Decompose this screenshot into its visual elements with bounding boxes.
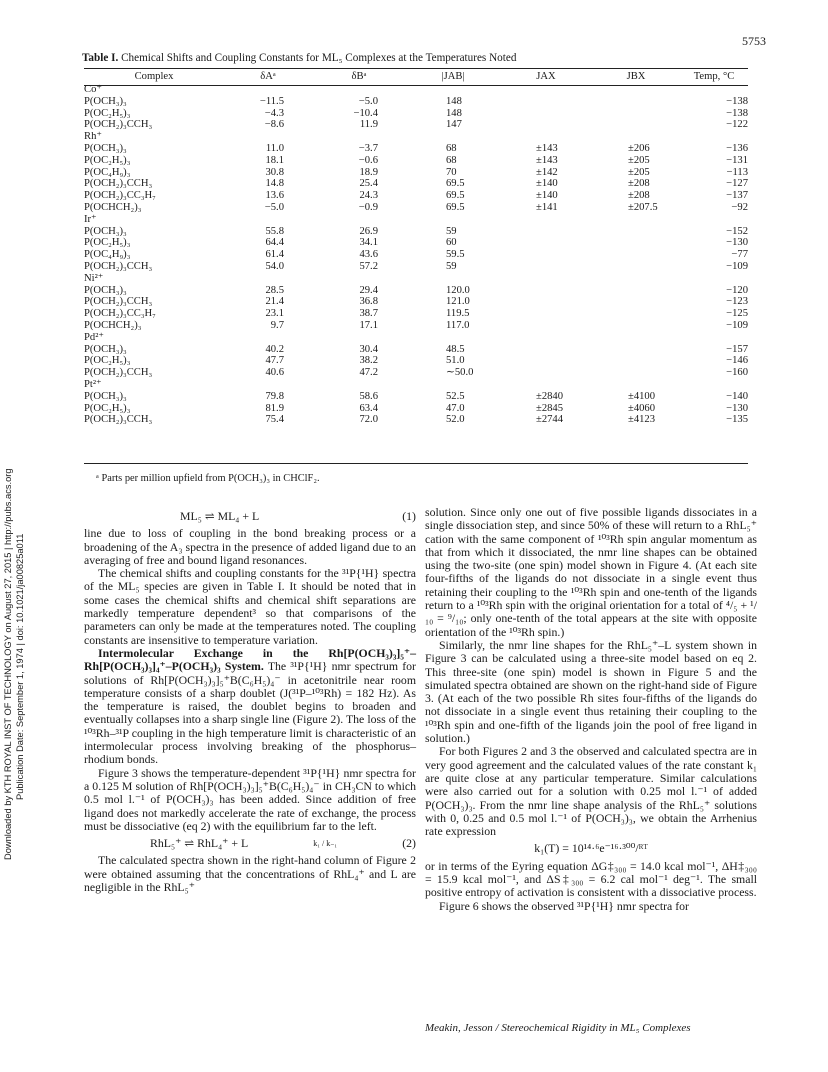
table-cell: 18.1 (265, 154, 284, 166)
table-row (84, 96, 748, 108)
table-cell: 14.8 (265, 178, 284, 190)
table-body (84, 84, 748, 426)
table-cell: −157 (726, 343, 748, 355)
table-cell: P(OC₂H₅)₃ (84, 402, 131, 414)
table-cell: ±140 (536, 190, 558, 202)
table-cell: −135 (726, 414, 748, 426)
table-cell: −127 (726, 178, 748, 190)
table-cell: ±208 (628, 178, 650, 190)
table-cell: ±4060 (628, 402, 656, 414)
table-row (84, 226, 748, 238)
table-cell: ±208 (628, 190, 650, 202)
metal-label: Ni²⁺ (84, 272, 104, 284)
table-cell: 9.7 (270, 319, 284, 331)
metal-group-row (84, 214, 748, 226)
table-cell: 40.2 (265, 343, 284, 355)
table-cell: 21.4 (265, 296, 284, 308)
left-paragraph-5: The calculated spectra shown in the right-hand column of Figure 2 were obtained assuming that the concentrations of RhL₄⁺ and L are negligible in the RhL₅⁺ (84, 853, 416, 895)
metal-label: Pd²⁺ (84, 331, 104, 343)
table-cell: ±143 (536, 154, 558, 166)
table-cell: P(OCH₂)₃CC₃H₇ (84, 190, 156, 202)
table-cell: −3.7 (358, 142, 378, 154)
table-cell: P(OCH₃)₃ (84, 343, 127, 355)
table-row (84, 344, 748, 356)
table-cell: 38.7 (359, 308, 378, 320)
table-cell (500, 261, 592, 273)
table-row (84, 414, 748, 426)
table-cell: 59.5 (446, 249, 465, 261)
table-cell: −130 (726, 402, 748, 414)
table-cell: 29.4 (359, 284, 378, 296)
table-cell: 38.2 (359, 355, 378, 367)
table-cell: 48.5 (446, 343, 465, 355)
table-cell: P(OCH₃)₃ (84, 390, 127, 402)
metal-label: Rh⁺ (84, 131, 102, 143)
table-row (84, 190, 748, 202)
table-cell (592, 285, 680, 297)
table-cell (592, 108, 680, 120)
table-cell: P(OCH₃)₃ (84, 95, 127, 107)
table-cell: P(OCH₂)₃CC₃H₇ (84, 308, 156, 320)
table-cell: ±4123 (628, 414, 656, 426)
table-cell: −109 (726, 260, 748, 272)
table-cell (592, 96, 680, 108)
table-cell: −11.5 (259, 95, 284, 107)
table-cell (592, 320, 680, 332)
table-row (84, 367, 748, 379)
table-cell: 64.4 (265, 237, 284, 249)
column-header: Temp, °C (693, 70, 735, 82)
right-column (425, 506, 757, 913)
table-row (84, 391, 748, 403)
table-cell: −125 (726, 308, 748, 320)
table-cell: P(OCH₂)₃CCH₃ (84, 367, 153, 379)
table-cell: 28.5 (265, 284, 284, 296)
table-cell: −77 (731, 249, 748, 261)
right-paragraph-3: For both Figures 2 and 3 the observed and calculated spectra are in very good agreement and the calculated values of the rate constant k₁ are quite close at any particular temperature. Similar calculations were also carried out for a solution with 0.25 mol l.⁻¹ of added P(OCH₃)₃. From the nmr line shape analysis of the RhL₅⁺ solutions with 0, 0.25 and 0.5 mol l.⁻¹ of P(OCH₃)₃, we obtain the Arrhenius rate expression (425, 744, 757, 839)
table-cell (500, 367, 592, 379)
table-row (84, 155, 748, 167)
table-cell: −10.4 (353, 107, 378, 119)
metal-group-row (84, 131, 748, 143)
table-cell (500, 108, 592, 120)
metal-group-row (84, 84, 748, 96)
table-cell: P(OC₂H₅)₃ (84, 154, 131, 166)
column-header: δBᵃ (351, 70, 367, 82)
table-cell: 81.9 (265, 402, 284, 414)
equation-1 (84, 510, 416, 523)
table-row (84, 355, 748, 367)
table-cell (500, 308, 592, 320)
column-header: |JAB| (441, 70, 465, 82)
table-cell: 69.5 (446, 178, 465, 190)
table-cell (500, 320, 592, 332)
table-cell: −130 (726, 237, 748, 249)
table-cell: P(OCH₃)₃ (84, 284, 127, 296)
table-cell: 18.9 (359, 166, 378, 178)
table-cell: 17.1 (359, 319, 378, 331)
table-cell: ±4100 (628, 390, 656, 402)
table-cell: 55.8 (265, 225, 284, 237)
table-caption: Chemical Shifts and Coupling Constants for ML₅ Complexes at the Temperatures Noted (121, 52, 517, 64)
table-cell (592, 119, 680, 131)
table-cell (500, 226, 592, 238)
metal-label: Ir⁺ (84, 213, 97, 225)
table-cell: 60 (446, 237, 457, 249)
table-title (82, 52, 516, 64)
table-cell: −122 (726, 119, 748, 131)
table-cell: 148 (446, 107, 462, 119)
table-cell: 147 (446, 119, 462, 131)
table-cell: ∼50.0 (446, 367, 474, 379)
table-cell: P(OCH₂)₃CCH₃ (84, 296, 153, 308)
table-cell: 72.0 (359, 414, 378, 426)
table-cell: 148 (446, 95, 462, 107)
table-row (84, 167, 748, 179)
table-cell: −138 (726, 95, 748, 107)
right-paragraph-2: Similarly, the nmr line shapes for the RhL₅⁺–L system shown in Figure 3 can be calculated using a three-site model based on eq 2. This three-site (one spin) model is shown in Figure 5 and the simulated spectra obtained are shown on the right-hand side of Figure 3. (At each of the two possible Rh sites four-fifths of the ligands do not dissociate in a single event thus retaining their coupling to the ¹⁰³Rh spin and one-fifth of the ligands join the pool of free ligand in solution.) (425, 637, 757, 746)
table-cell: 24.3 (359, 190, 378, 202)
table-cell (592, 226, 680, 238)
running-footer: Meakin, Jesson / Stereochemical Rigidity in ML₅ Complexes (425, 1022, 691, 1034)
table-cell: −120 (726, 284, 748, 296)
table-cell: −5.0 (264, 201, 284, 213)
table-footnote: ᵃ Parts per million upfield from P(OCH₃)₃ in CHClF₂. (96, 473, 320, 484)
table-cell: P(OCHCH₂)₃ (84, 319, 142, 331)
table-cell: ±142 (536, 166, 558, 178)
table-cell: −160 (726, 367, 748, 379)
table-cell: P(OC₂H₅)₃ (84, 237, 131, 249)
table-cell: 13.6 (265, 190, 284, 202)
table-row (84, 308, 748, 320)
equation-2 (84, 837, 416, 850)
table-cell: −0.6 (358, 154, 378, 166)
table-cell: 30.8 (265, 166, 284, 178)
table-cell: 52.5 (446, 390, 465, 402)
table-cell (592, 355, 680, 367)
table-cell: −140 (726, 390, 748, 402)
table-row (84, 119, 748, 131)
table-cell: −109 (726, 319, 748, 331)
table-cell: −152 (726, 225, 748, 237)
table-row (84, 296, 748, 308)
download-line-2: Publication Date: September 1, 1974 | doi: 10.1021/ja00825a011 (15, 533, 25, 800)
table-cell: 11.0 (265, 142, 284, 154)
table-cell: −4.3 (264, 107, 284, 119)
table-cell: 52.0 (446, 414, 465, 426)
table-row (84, 143, 748, 155)
right-paragraph-5: Figure 6 shows the observed ³¹P{¹H} nmr spectra for (439, 898, 689, 913)
table-cell: 120.0 (446, 284, 470, 296)
metal-group-row (84, 379, 748, 391)
table-cell: −136 (726, 142, 748, 154)
table-cell (500, 285, 592, 297)
table-cell: 117.0 (446, 319, 470, 331)
metal-group-row (84, 332, 748, 344)
table-cell: 40.6 (265, 367, 284, 379)
table-cell: −131 (726, 154, 748, 166)
table-row (84, 320, 748, 332)
table-cell: ±206 (628, 142, 650, 154)
table-row (84, 249, 748, 261)
table-cell: P(OC₄H₉)₃ (84, 249, 131, 261)
table-cell: −113 (726, 166, 748, 178)
equation-2-expression: RhL₅⁺ ⇌ RhL₄⁺ + L (150, 836, 249, 851)
table-cell: 68 (446, 142, 457, 154)
table-row (84, 202, 748, 214)
column-header: δAᵃ (260, 70, 276, 82)
table-label: Table I. (82, 52, 119, 64)
table-cell (500, 237, 592, 249)
table-cell: ±205 (628, 154, 650, 166)
table-cell: 11.9 (359, 119, 378, 131)
page-number: 5753 (742, 34, 766, 48)
table-cell: 70 (446, 166, 457, 178)
section-heading: Intermolecular Exchange in the Rh[P(OCH₃)₃]₅⁺–Rh[P(OCH₃)₃]₄⁺–P(OCH₃)₃ System. (84, 645, 416, 674)
table-cell: 69.5 (446, 190, 465, 202)
table-cell: ±143 (536, 142, 558, 154)
left-paragraph-3-body: The ³¹P{¹H} nmr spectrum for solutions of Rh[P(OCH₃)₃]₅⁺B(C₆H₅)₄⁻ in acetonitrile near room temperature consists of a sharp doublet (J(³¹P–¹⁰³Rh) = 182 Hz). As the temperature is raised, the doublet begins to broaden and eventually collapses into a sharp single line (Figure 2). The loss of the ¹⁰³Rh–³¹P coupling in the high temperature limit is characteristic of an intermolecular process involving breaking of the phosphorus–rhodium bonds. (84, 659, 416, 767)
table-cell: 30.4 (359, 343, 378, 355)
table-cell: 68 (446, 154, 457, 166)
table-cell: 61.4 (265, 249, 284, 261)
table-cell: 57.2 (359, 260, 378, 272)
table-cell (592, 237, 680, 249)
equation-3 (425, 842, 757, 855)
table-cell: 47.7 (265, 355, 284, 367)
left-paragraph-1: line due to loss of coupling in the bond breaking process or a broadening of the A₃ spectra in the presence of added ligand due to an averaging of free and bound ligand resonances. (84, 526, 416, 567)
table-cell: ±2840 (536, 390, 564, 402)
table-cell: 36.8 (359, 296, 378, 308)
table-cell: ±141 (536, 201, 558, 213)
table-cell (500, 296, 592, 308)
metal-label: Pt²⁺ (84, 378, 102, 390)
table-cell: −0.9 (358, 201, 378, 213)
table-cell: ±140 (536, 178, 558, 190)
table-cell: −137 (726, 190, 748, 202)
metal-group-row (84, 273, 748, 285)
table-cell: 25.4 (359, 178, 378, 190)
equation-3-expression: k₁(T) = 10¹⁴·⁶e⁻¹⁶·³⁰⁰/ᴿᵀ (534, 841, 648, 856)
table-cell (592, 308, 680, 320)
table-row (84, 403, 748, 415)
table-bottom-rule (84, 463, 748, 464)
metal-label: Co⁺ (84, 84, 102, 95)
equation-2-number: (2) (402, 836, 416, 851)
table-cell (592, 344, 680, 356)
table-cell: P(OCH₂)₃CCH₃ (84, 260, 153, 272)
equation-1-number: (1) (402, 509, 416, 523)
table-cell: 79.8 (265, 390, 284, 402)
equation-2-rate-constants: k₁ / k₋₁ (313, 839, 338, 849)
download-watermark (2, 300, 26, 860)
table-cell (592, 249, 680, 261)
left-paragraph-3 (84, 647, 416, 767)
table-cell: 34.1 (359, 237, 378, 249)
table-cell: P(OCHCH₂)₃ (84, 201, 142, 213)
table-cell (500, 344, 592, 356)
table-cell: 69.5 (446, 201, 465, 213)
table-cell: −138 (726, 107, 748, 119)
table-cell: ±2845 (536, 402, 564, 414)
table-cell: 54.0 (265, 260, 284, 272)
table-row (84, 237, 748, 249)
table-cell: −123 (726, 296, 748, 308)
table-cell: 43.6 (359, 249, 378, 261)
table-header-row (84, 69, 748, 84)
equation-1-expression: ML₅ ⇌ ML₄ + L (180, 509, 260, 523)
left-paragraph-2: The chemical shifts and coupling constants for the ³¹P{¹H} spectra of the ML₅ species are given in Table I. It should be noted that in some cases the chemical shifts and chemical shift separations are markedly temperature dependent³ so that comparisons of the parameters can only be made at the temperatures noted. The coupling constants are insensitive to temperature variation. (84, 566, 416, 647)
table-cell: 51.0 (446, 355, 465, 367)
table-cell: −92 (731, 201, 748, 213)
table-cell: 26.9 (359, 225, 378, 237)
table-cell: P(OCH₂)₃CCH₃ (84, 178, 153, 190)
table-row (84, 285, 748, 297)
table-cell: P(OC₄H₉)₃ (84, 166, 131, 178)
table-cell: 121.0 (446, 296, 470, 308)
left-column (84, 506, 416, 894)
table-row (84, 108, 748, 120)
table-row (84, 178, 748, 190)
table-cell: P(OCH₃)₃ (84, 142, 127, 154)
left-paragraph-4: Figure 3 shows the temperature-dependent ³¹P{¹H} nmr spectra for a 0.125 M solution of Rh[P(OCH₃)₃]₅⁺B(C₆H₅)₄⁻ in CH₃CN to which 0.5 mol l.⁻¹ of P(OCH₃)₃ has been added. Since addition of free ligand does not markedly accelerate the rate of exchange, the process must be dissociative (eq 2) with the equilibrium far to the left. (84, 765, 416, 833)
table-cell (592, 367, 680, 379)
table-cell: −5.0 (358, 95, 378, 107)
table-cell: 47.0 (446, 402, 465, 414)
table-cell: P(OCH₂)₃CCH₃ (84, 414, 153, 426)
column-header: Complex (134, 70, 174, 82)
table-cell: 75.4 (265, 414, 284, 426)
table-cell: ±2744 (536, 414, 564, 426)
table-cell (500, 96, 592, 108)
table-cell: 23.1 (265, 308, 284, 320)
table-cell (500, 355, 592, 367)
table-cell: 59 (446, 260, 457, 272)
table-cell: P(OCH₂)₃CCH₃ (84, 119, 153, 131)
table-cell: 59 (446, 225, 457, 237)
table-cell: P(OC₂H₅)₃ (84, 355, 131, 367)
column-header: JAX (536, 70, 556, 82)
table-cell: 47.2 (359, 367, 378, 379)
column-header: JBX (626, 70, 646, 82)
table-cell: P(OCH₃)₃ (84, 225, 127, 237)
table-cell: ±205 (628, 166, 650, 178)
right-paragraph-4: or in terms of the Eyring equation ΔG‡₃₀₀ = 14.0 kcal mol⁻¹, ΔH‡₃₀₀ = 15.9 kcal mol⁻¹, and ΔS‡₃₀₀ = 6.2 cal mol⁻¹ deg⁻¹. The small positive entropy of activation is consistent with a dissociative process. (425, 858, 757, 900)
table-cell: −146 (726, 355, 748, 367)
table-row (84, 261, 748, 273)
table-cell: 119.5 (446, 308, 470, 320)
table-cell: P(OC₂H₅)₃ (84, 107, 131, 119)
data-table (84, 69, 748, 426)
table-cell: −8.6 (264, 119, 284, 131)
table-cell (500, 119, 592, 131)
table-cell: ±207.5 (628, 201, 658, 213)
table-cell (500, 249, 592, 261)
table-cell: 58.6 (359, 390, 378, 402)
right-paragraph-1: solution. Since only one out of five possible ligands dissociates in a single dissociation step, and since 50% of these will return to a RhL₅⁺ cation with the same component of ¹⁰³Rh spin angular momentum as that from which it dissociated, the nmr line shapes can be obtained using the two-site (one spin) model shown in Figure 4. (At each site four-fifths of the ligands do not dissociate in a single event thus retaining their coupling to the ¹⁰³Rh spin and one-tenth of the ligands return to a ¹⁰³Rh spin with the original orientation for a total of ⁴/₅ + ¹/₁₀ = ⁹/₁₀; only one-tenth of the total appears at the site with opposite orientation of the ¹⁰³Rh spin.) (425, 505, 757, 639)
table-cell: 63.4 (359, 402, 378, 414)
table-cell (592, 296, 680, 308)
download-line-1: Downloaded by KTH ROYAL INST OF TECHNOLOGY on August 27, 2015 | http://pubs.acs.org (3, 468, 13, 860)
table-cell (592, 261, 680, 273)
